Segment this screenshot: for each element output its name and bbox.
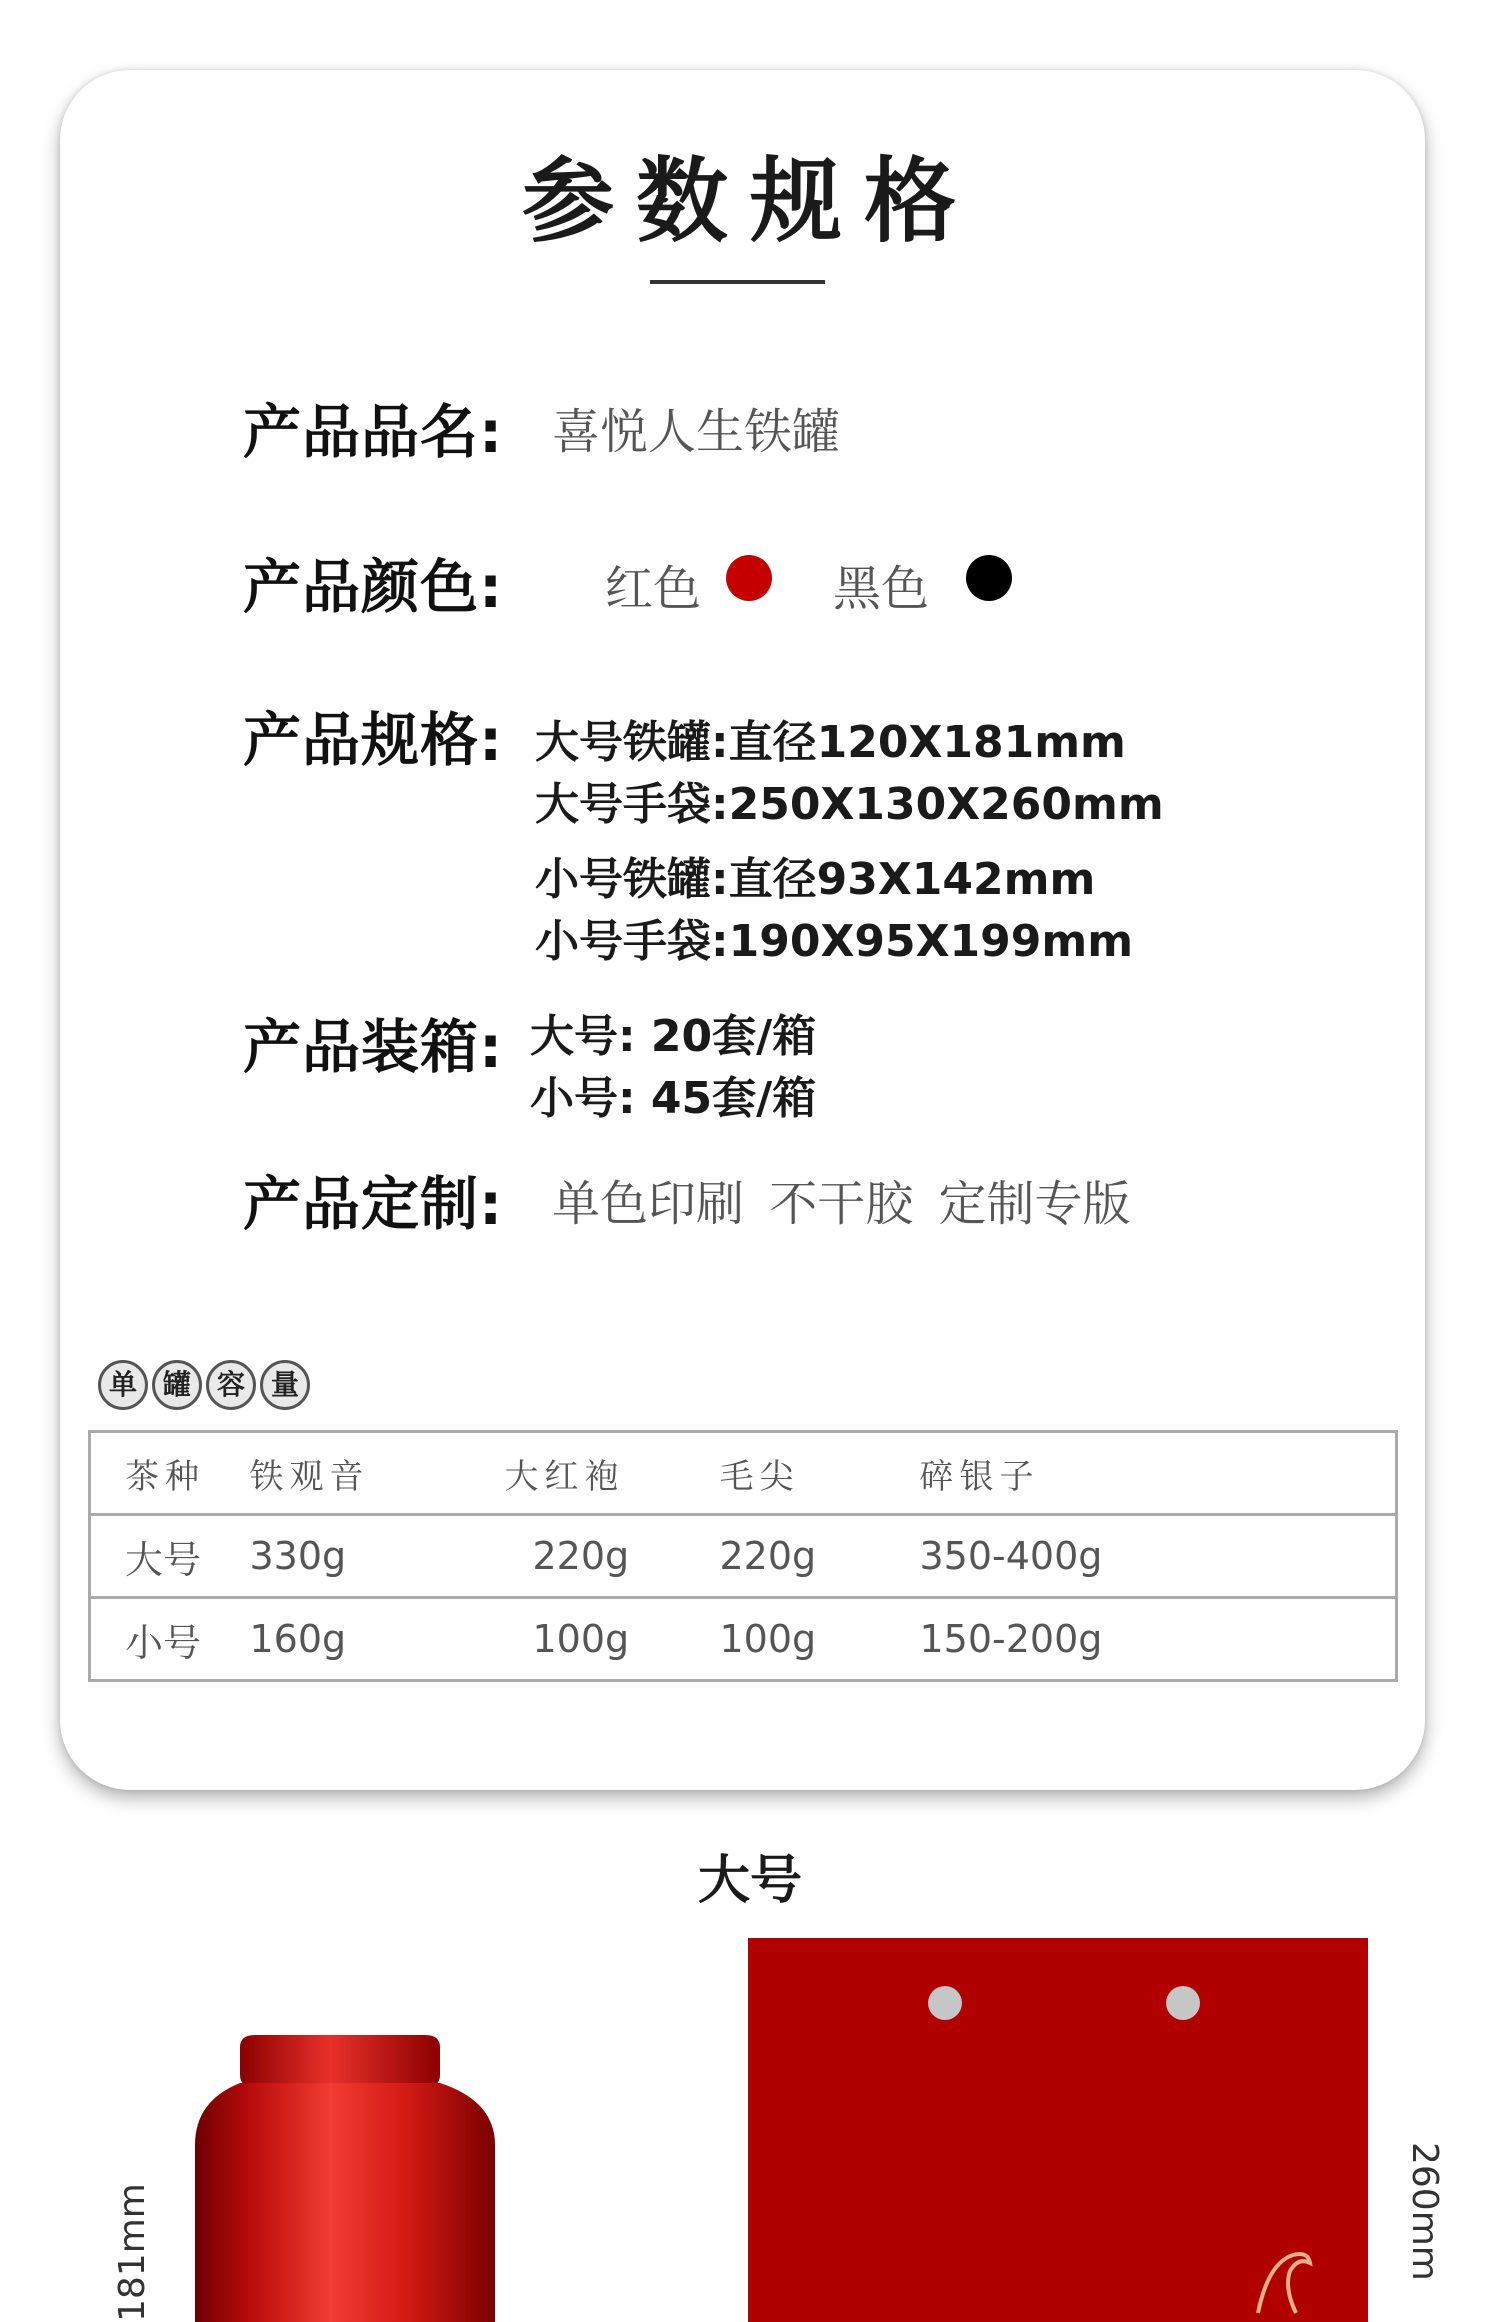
capacity-table bbox=[88, 1430, 1398, 1682]
table-row bbox=[90, 1598, 1397, 1681]
page-title: 参数规格 bbox=[521, 148, 978, 255]
capacity-badge-char: 量 bbox=[260, 1360, 310, 1410]
can-height-label: 181mm bbox=[112, 2183, 153, 2322]
table-cell: 100g bbox=[720, 1598, 920, 1681]
spec-size-line: 小号手袋:190X95X199mm bbox=[535, 916, 1134, 967]
table-cell: 100g bbox=[505, 1598, 720, 1681]
capacity-badge-char: 单 bbox=[98, 1360, 148, 1410]
spec-size-line: 小号铁罐:直径93X142mm bbox=[535, 854, 1096, 905]
table-cell: 330g bbox=[250, 1515, 505, 1598]
table-cell: 350-400g bbox=[920, 1515, 1397, 1598]
title-divider bbox=[650, 280, 825, 284]
gift-bag-image bbox=[748, 1938, 1368, 2322]
table-header-row bbox=[90, 1432, 1397, 1515]
color-name-red: 红色 bbox=[605, 561, 702, 617]
size-heading: 大号 bbox=[697, 1851, 802, 1911]
color-swatch-red bbox=[726, 555, 772, 601]
capacity-badge-char: 罐 bbox=[152, 1360, 202, 1410]
table-header-cell: 毛尖 bbox=[719, 1456, 800, 1497]
color-swatch-black bbox=[966, 555, 1012, 601]
spec-label-color: 产品颜色: bbox=[243, 553, 504, 621]
spec-label-size: 产品规格: bbox=[243, 706, 504, 774]
table-cell: 小号 bbox=[90, 1598, 250, 1681]
capacity-badge-group bbox=[98, 1360, 314, 1410]
spec-size-line: 大号手袋:250X130X260mm bbox=[535, 779, 1164, 830]
table-cell: 大号 bbox=[90, 1515, 250, 1598]
spec-packing-line: 大号: 20套/箱 bbox=[530, 1011, 817, 1062]
bag-emblem-icon bbox=[1248, 2243, 1318, 2322]
capacity-badge-char: 容 bbox=[206, 1360, 256, 1410]
bag-handle-hole bbox=[1166, 1986, 1200, 2020]
table-header-cell: 大红袍 bbox=[504, 1456, 625, 1497]
table-header-cell: 铁观音 bbox=[249, 1456, 370, 1497]
table-cell: 160g bbox=[250, 1598, 505, 1681]
table-cell: 220g bbox=[505, 1515, 720, 1598]
table-cell: 150-200g bbox=[920, 1598, 1397, 1681]
table-header-cell: 茶种 bbox=[125, 1456, 205, 1497]
spec-value-custom: 单色印刷 不干胶 定制专版 bbox=[552, 1176, 1131, 1232]
table-cell: 220g bbox=[720, 1515, 920, 1598]
spec-value-name: 喜悦人生铁罐 bbox=[552, 404, 841, 460]
spec-size-line: 大号铁罐:直径120X181mm bbox=[535, 717, 1126, 768]
spec-packing-line: 小号: 45套/箱 bbox=[530, 1073, 817, 1124]
bag-height-label: 260mm bbox=[1404, 2142, 1445, 2281]
spec-label-packing: 产品装箱: bbox=[243, 1013, 504, 1081]
table-row bbox=[90, 1515, 1397, 1598]
color-name-black: 黑色 bbox=[833, 561, 930, 617]
bag-handle-hole bbox=[928, 1986, 962, 2020]
spec-label-name: 产品品名: bbox=[243, 398, 504, 466]
table-header-cell: 碎银子 bbox=[919, 1456, 1040, 1497]
tin-can-image bbox=[195, 2035, 495, 2322]
spec-label-custom: 产品定制: bbox=[243, 1170, 504, 1238]
